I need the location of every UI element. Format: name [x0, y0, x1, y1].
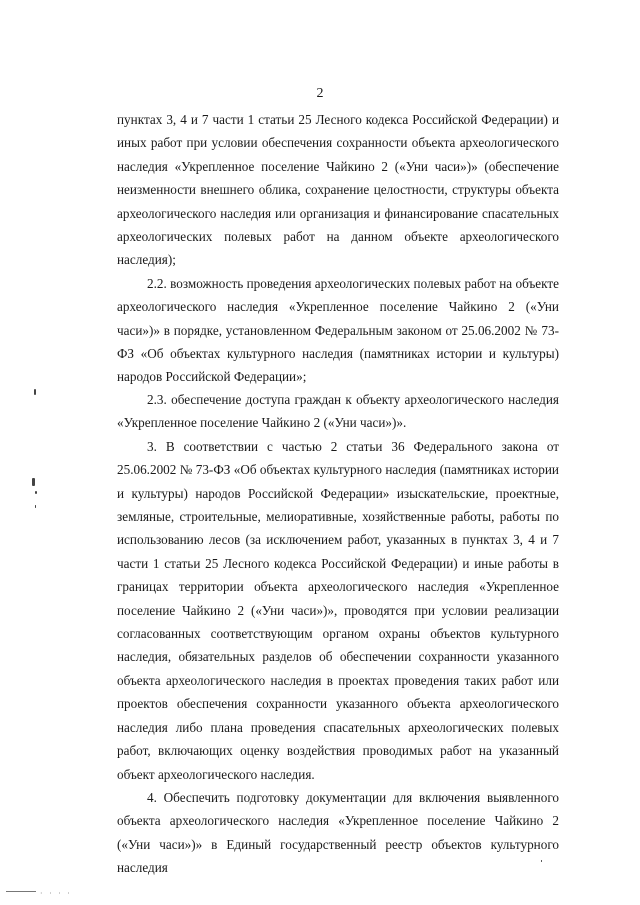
paragraph-2-2: 2.2. возможность проведения археологических полевых работ на объекте археологического наследия «Укрепленное поселение Чайкино 2 («Уни часи»)» в порядке, установленном Федеральным законом от 25.06.2002 № 73-ФЗ «Об объектах культурного наследия (памятниках истории и культуры) народов Российской Федерации»;	[117, 275, 559, 385]
scan-mark	[541, 860, 542, 862]
document-body-top	[117, 108, 559, 389]
paragraph-continuation: пунктах 3, 4 и 7 части 1 статьи 25 Лесного кодекса Российской Федерации) и иных работ при условии обеспечения сохранности объекта археологического наследия «Укрепленное поселение Чайкино 2 («Уни часи»)» (обеспечение неизменности внешнего облика, сохранение целостности, структуры объекта археологического наследия или организация и финансирование спасательных археологических полевых работ на данном объекте археологического наследия);	[117, 112, 559, 268]
paragraph-2-3: 2.3. обеспечение доступа граждан к объекту археологического наследия «Укрепленное поселение Чайкино 2 («Уни часи»)».	[117, 392, 559, 431]
scan-mark	[34, 389, 36, 395]
scan-corner-dots: · · · ·	[40, 889, 72, 898]
document-body-bottom	[117, 388, 559, 880]
paragraph-3: 3. В соответствии с частью 2 статьи 36 Федерального закона от 25.06.2002 № 73-ФЗ «Об объектах культурного наследия (памятниках истории и культуры) народов Российской Федерации» изыскательские, проектные, земляные, строительные, мелиоративные, хозяйственные работы, работы по использованию лесов (за исключением работ, указанных в пунктах 3, 4 и 7 части 1 статьи 25 Лесного кодекса Российской Федерации) и иные работы в границах территории объекта археологического наследия «Укрепленное поселение Чайкино 2 («Уни часи»)», проводятся при условии реализации согласованных соответствующим органом охраны объектов культурного наследия, обязательных разделов об обеспечении сохранности указанного объекта археологического наследия в проектах проведения таких работ или проектов обеспечения сохранности указанного объекта археологического наследия либо плана проведения спасательных археологических полевых работ, включающих оценку воздействия проводимых работ на указанный объект археологического наследия.	[117, 438, 559, 782]
scan-mark	[35, 491, 37, 494]
scan-mark	[32, 478, 35, 486]
page-number: 2	[316, 86, 324, 101]
paragraph-4: 4. Обеспечить подготовку документации для включения выявленного объекта археологического наследия «Укрепленное поселение Чайкино 2 («Уни часи»)» в Единый государственный реестр объектов культурного наследия	[117, 789, 559, 876]
scan-corner-line	[6, 891, 36, 892]
scan-mark	[35, 505, 36, 508]
